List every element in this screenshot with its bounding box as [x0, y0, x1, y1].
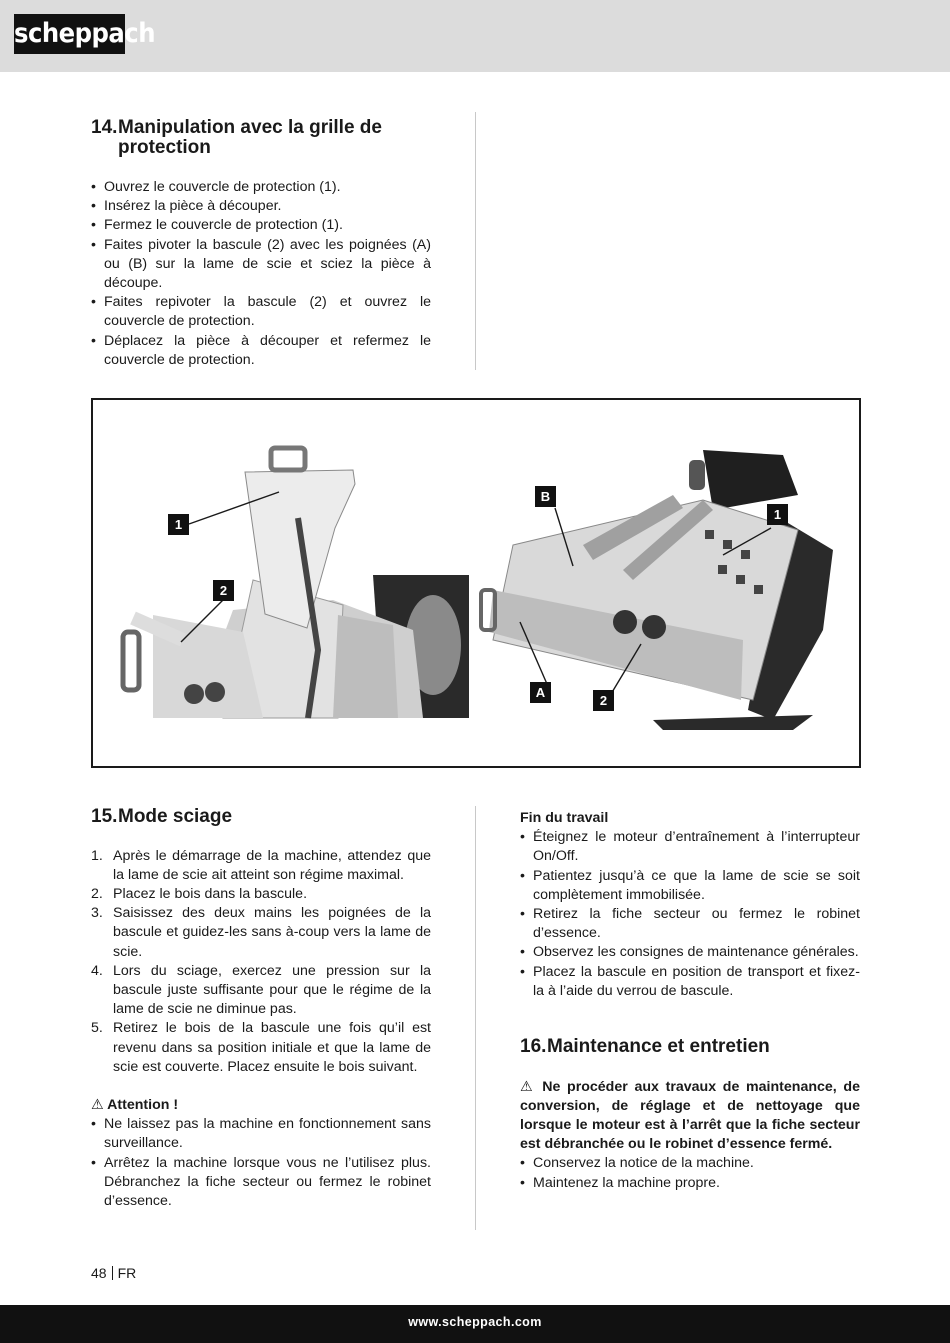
column-divider — [475, 112, 476, 370]
list-item: • Ne laissez pas la machine en fonctionnement sans surveillance. — [91, 1115, 431, 1153]
list-item: 3. Saisissez des deux mains les poignées de la bascule et guidez-les sans à-coup vers la lame de scie. — [91, 905, 431, 960]
website-link[interactable]: www.scheppach.com — [408, 1315, 542, 1329]
bullet-list — [91, 178, 431, 370]
separator — [112, 1266, 113, 1280]
machine-photo — [93, 400, 859, 766]
page-footer — [0, 1305, 950, 1343]
list-item: • Insérez la pièce à découper. — [91, 197, 431, 216]
fin-du-travail — [520, 809, 860, 1001]
callout-1-right: 1 — [767, 504, 788, 525]
list-item: • Maintenez la machine propre. — [520, 1174, 860, 1193]
list-item: • Patientez jusqu’à ce que la lame de scie se soit complètement immobilisée. — [520, 867, 860, 905]
list-item: • Éteignez le moteur d’entraînement à l’interrupteur On/Off. — [520, 828, 860, 866]
subsection-heading: Fin du travail — [520, 810, 609, 826]
section-14 — [91, 118, 431, 370]
list-item: • Faites pivoter la bascule (2) avec les poignées (A) ou (B) sur la lame de scie et sciez la pièce à découpe. — [91, 236, 431, 294]
numbered-list — [91, 847, 431, 1077]
callout-a: A — [530, 682, 551, 703]
callout-2-left: 2 — [213, 580, 234, 601]
section-heading: 16. Maintenance et entretien — [520, 1036, 770, 1057]
list-item: 5. Retirez le bois de la bascule une fois qu’il est revenu dans sa position initiale et que la lame de scie est couverte. Placez ensuite le bois suivant. — [91, 1020, 431, 1075]
callout-1-left: 1 — [168, 514, 189, 535]
page-header — [0, 0, 950, 72]
warning-icon: ⚠ — [91, 1096, 104, 1113]
section-heading: 14. Manipulation avec la grille de protection — [91, 117, 382, 158]
section-heading: 15. Mode sciage — [91, 806, 233, 827]
list-item: • Fermez le couvercle de protection (1). — [91, 216, 431, 235]
callout-b: B — [535, 486, 556, 507]
bullet-list — [91, 1115, 431, 1211]
page-number: 48 FR — [91, 1265, 137, 1281]
brand-logo: scheppach — [14, 14, 125, 54]
maintenance-warning: ⚠ Ne procéder aux travaux de maintenance, de conversion, de réglage et de nettoyage que lorsque le moteur est à l’arrêt que la fiche secteur est débranchée ou le robinet d’essence fermé. — [520, 1078, 860, 1153]
list-item: • Retirez la fiche secteur ou fermez le robinet d’essence. — [520, 905, 860, 943]
list-item: • Ouvrez le couvercle de protection (1). — [91, 178, 431, 197]
section-15 — [91, 807, 431, 1211]
list-item: • Placez la bascule en position de transport et fixez-la à l’aide du verrou de bascule. — [520, 963, 860, 1001]
attention-heading: ⚠ Attention ! — [91, 1096, 179, 1113]
section-16 — [520, 1037, 860, 1193]
warning-icon: ⚠ — [520, 1078, 536, 1095]
bullet-list — [520, 1154, 860, 1192]
bullet-list — [520, 828, 860, 1001]
machine-illustration — [91, 398, 861, 768]
list-item: 2. Placez le bois dans la bascule. — [91, 885, 308, 902]
list-item: • Déplacez la pièce à découper et refermez le couvercle de protection. — [91, 332, 431, 370]
list-item: 4. Lors du sciage, exercez une pression sur la bascule juste suffisante pour que le régime de la lame de scie ne diminue pas. — [91, 962, 431, 1018]
list-item: • Faites repivoter la bascule (2) et ouvrez le couvercle de protection. — [91, 293, 431, 331]
list-item: • Arrêtez la machine lorsque vous ne l’utilisez plus. Débranchez la fiche secteur ou fermez le robinet d’essence. — [91, 1154, 431, 1212]
list-item: • Observez les consignes de maintenance générales. — [520, 943, 860, 962]
left-machine-photo — [93, 400, 469, 718]
list-item: 1. Après le démarrage de la machine, attendez que la lame de scie ait atteint son régime maximal. — [91, 847, 431, 883]
list-item: • Conservez la notice de la machine. — [520, 1154, 860, 1173]
column-divider — [475, 806, 476, 1230]
callout-2-right: 2 — [593, 690, 614, 711]
